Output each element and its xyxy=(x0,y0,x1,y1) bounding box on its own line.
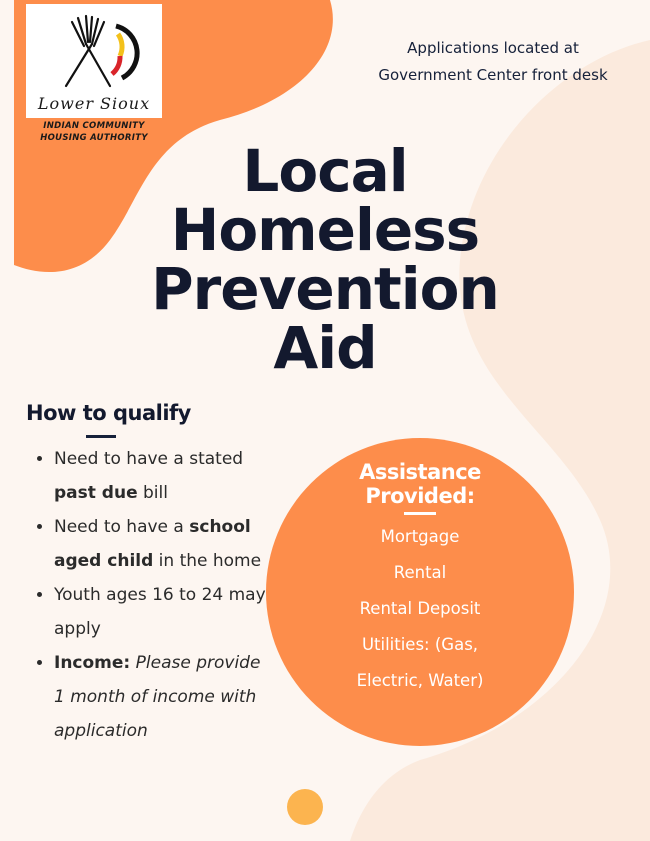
logo xyxy=(26,4,162,118)
decorative-dot xyxy=(287,789,323,825)
item-text: Need to have a xyxy=(54,517,190,537)
list-item: Rental Deposit xyxy=(359,599,481,618)
item-text: in the home xyxy=(153,551,262,571)
list-item xyxy=(54,442,274,510)
list-item: Utilities: (Gas, xyxy=(361,635,479,654)
title-line4: Aid xyxy=(273,314,377,382)
list-item: Mortgage xyxy=(380,527,460,546)
list-item: Electric, Water) xyxy=(356,671,484,690)
assistance-heading-line2: Provided: xyxy=(365,484,475,508)
list-item xyxy=(54,646,274,748)
title-line1: Local xyxy=(242,137,408,205)
item-text: Need to have a stated xyxy=(54,449,244,469)
assistance-heading xyxy=(320,460,520,508)
qualify-list xyxy=(32,442,274,748)
item-bold: school aged child xyxy=(54,517,251,571)
list-item xyxy=(54,510,274,578)
logo-emblem-icon xyxy=(26,4,162,96)
logo-subtitle xyxy=(26,120,162,144)
qualify-underline xyxy=(86,435,116,438)
applications-notice xyxy=(360,35,626,89)
qualify-heading: How to qualify xyxy=(26,401,191,425)
list-item: Rental xyxy=(393,563,447,582)
logo-subtitle-line1: INDIAN COMMUNITY xyxy=(43,121,145,131)
notice-line2: Government Center front desk xyxy=(378,66,608,84)
logo-subtitle-line2: HOUSING AUTHORITY xyxy=(40,133,148,143)
item-text: bill xyxy=(137,483,168,503)
item-text: Youth ages 16 to 24 may apply xyxy=(54,585,266,639)
assistance-list xyxy=(320,519,520,699)
assistance-underline xyxy=(404,512,436,515)
item-bold: Income: xyxy=(54,653,131,673)
item-italic: Please provide 1 month of income with application xyxy=(54,653,261,741)
assistance-heading-line1: Assistance xyxy=(359,460,481,484)
notice-line1: Applications located at xyxy=(407,39,579,57)
title-line2: Homeless xyxy=(170,196,480,264)
list-item xyxy=(54,578,274,646)
logo-name: Lower Sioux xyxy=(37,94,151,113)
page-title xyxy=(130,137,520,382)
title-line3: Prevention xyxy=(151,255,499,323)
item-bold: past due xyxy=(54,483,138,503)
